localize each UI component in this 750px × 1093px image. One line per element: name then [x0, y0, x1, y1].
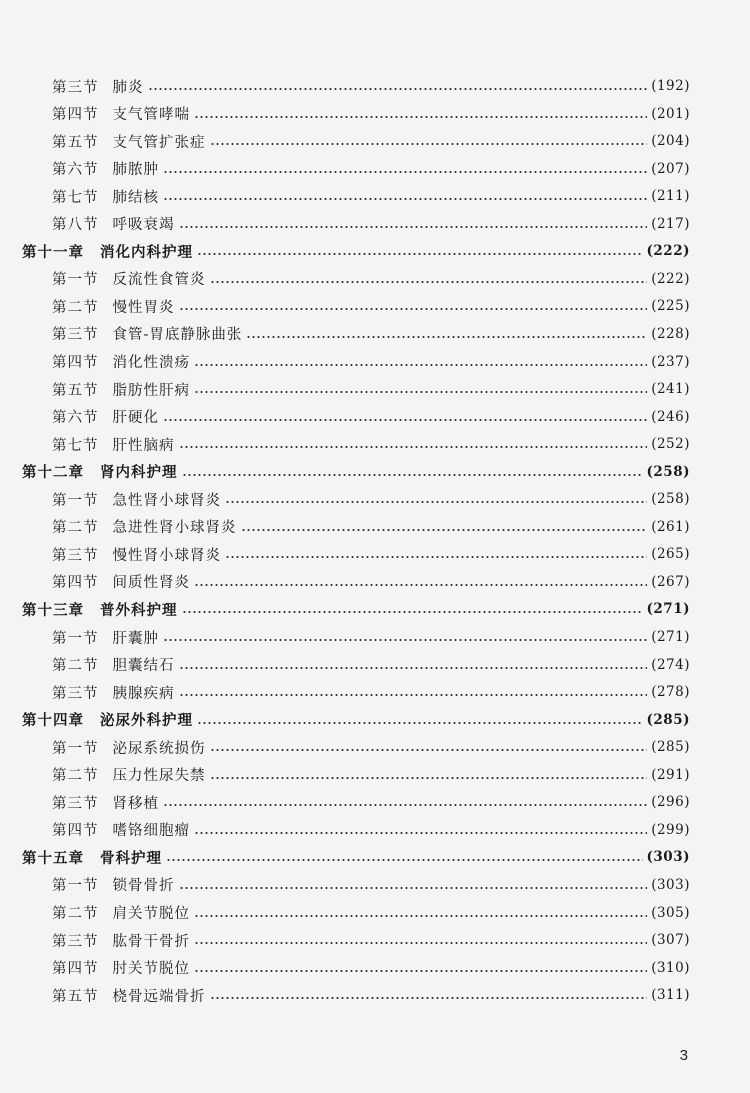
chapter-title: 消化内科护理	[100, 243, 193, 261]
section-title: 急进性肾小球肾炎	[112, 520, 237, 537]
toc-chapter-row	[22, 708, 690, 732]
dot-leader	[208, 983, 648, 1007]
dot-leader	[177, 653, 648, 677]
section-title: 肘关节脱位	[112, 961, 190, 978]
section-number: 第六节	[52, 162, 99, 179]
toc-chapter-row	[22, 845, 690, 869]
section-number: 第二节	[52, 768, 99, 785]
section-number: 第五节	[52, 382, 99, 399]
section-title: 支气管哮喘	[112, 107, 190, 124]
chapter-number: 第十四章	[22, 712, 84, 730]
section-number: 第四节	[52, 355, 99, 371]
dot-leader	[192, 350, 647, 374]
dot-leader	[180, 597, 643, 621]
section-number: 第五节	[52, 134, 99, 151]
toc-section-row	[52, 377, 690, 401]
page-ref: (241)	[651, 381, 690, 398]
section-title: 脂肪性肝病	[112, 382, 190, 399]
page-ref: (265)	[651, 546, 690, 563]
section-number: 第二节	[52, 658, 99, 675]
section-title: 消化性溃疡	[112, 355, 190, 371]
toc-section-row	[52, 432, 690, 456]
toc-section-row	[52, 901, 690, 925]
toc-section-row	[52, 102, 690, 126]
section-number: 第六节	[52, 410, 99, 427]
toc-section-row	[52, 873, 690, 897]
chapter-number: 第十三章	[22, 601, 84, 619]
page-ref: (303)	[646, 849, 690, 866]
section-number: 第四节	[52, 575, 99, 592]
dot-leader	[208, 129, 648, 153]
dot-leader	[192, 377, 647, 401]
page-ref: (271)	[651, 629, 690, 645]
section-title: 急性肾小球肾炎	[112, 492, 221, 509]
dot-leader	[195, 239, 643, 263]
toc-section-row	[52, 790, 690, 814]
page-ref: (303)	[651, 876, 690, 893]
dot-leader	[208, 763, 648, 787]
section-title: 泌尿系统损伤	[112, 740, 206, 757]
toc-section-row	[52, 212, 690, 236]
toc-section-row	[52, 157, 690, 181]
section-number: 第三节	[52, 795, 99, 812]
section-number: 第一节	[52, 492, 99, 509]
dot-leader	[192, 901, 647, 925]
page-ref: (311)	[651, 987, 690, 1004]
section-title: 胰腺疾病	[112, 685, 175, 702]
section-title: 支气管扩张症	[112, 134, 206, 151]
page-ref: (237)	[651, 353, 690, 370]
toc-section-row	[52, 267, 690, 291]
section-number: 第一节	[52, 630, 99, 647]
page-ref: (228)	[651, 325, 690, 342]
toc-section-row	[52, 818, 690, 842]
section-number: 第二节	[52, 299, 99, 316]
dot-leader	[177, 432, 648, 456]
toc-section-row	[52, 294, 690, 318]
dot-leader	[239, 515, 648, 539]
toc-section-row	[52, 983, 690, 1007]
section-number: 第三节	[52, 933, 99, 950]
section-number: 第一节	[52, 740, 99, 757]
dot-leader	[180, 460, 643, 484]
toc-section-row	[52, 515, 690, 539]
section-number: 第一节	[52, 272, 99, 289]
dot-leader	[161, 184, 647, 208]
section-number: 第一节	[52, 878, 99, 895]
toc-chapter-row	[22, 597, 690, 621]
section-title: 肺炎	[112, 79, 144, 96]
section-title: 食管-胃底静脉曲张	[112, 327, 243, 344]
toc-section-row	[52, 129, 690, 153]
section-title: 压力性尿失禁	[112, 768, 206, 785]
section-number: 第五节	[52, 988, 99, 1005]
page-ref: (222)	[651, 270, 690, 287]
page-ref: (201)	[651, 105, 690, 122]
section-title: 锁骨骨折	[112, 878, 175, 895]
chapter-title: 泌尿外科护理	[100, 712, 193, 730]
dot-leader	[208, 735, 648, 759]
page-number: 3	[679, 1047, 688, 1064]
section-title: 肺结核	[112, 189, 159, 206]
dot-leader	[177, 680, 648, 704]
page-ref: (222)	[646, 243, 690, 260]
toc-chapter-row	[22, 239, 690, 263]
page-ref: (271)	[646, 601, 690, 618]
section-number: 第二节	[52, 520, 99, 537]
section-title: 肱骨干骨折	[112, 933, 190, 950]
toc-section-row	[52, 74, 690, 98]
page-ref: (252)	[651, 436, 690, 453]
dot-leader	[223, 542, 647, 566]
toc-section-row	[52, 680, 690, 704]
toc-section-row	[52, 928, 690, 952]
page-ref: (267)	[651, 573, 690, 590]
toc-section-row	[52, 405, 690, 429]
dot-leader	[161, 625, 647, 649]
page-ref: (310)	[651, 959, 690, 976]
toc-section-row	[52, 350, 690, 374]
chapter-title: 普外科护理	[100, 601, 178, 619]
toc-section-row	[52, 184, 690, 208]
page-ref: (258)	[646, 463, 690, 480]
page-ref: (258)	[651, 491, 690, 508]
section-title: 胆囊结石	[112, 658, 175, 675]
section-title: 肩关节脱位	[112, 906, 190, 922]
chapter-title: 肾内科护理	[100, 464, 178, 482]
section-title: 反流性食管炎	[112, 272, 206, 289]
dot-leader	[223, 487, 647, 511]
section-title: 肝性脑病	[112, 437, 175, 454]
section-title: 呼吸衰竭	[112, 217, 175, 234]
section-number: 第三节	[52, 327, 99, 344]
dot-leader	[161, 790, 647, 814]
dot-leader	[208, 267, 648, 291]
section-number: 第二节	[52, 906, 99, 922]
section-number: 第四节	[52, 823, 99, 840]
dot-leader	[192, 928, 647, 952]
page-ref: (278)	[651, 684, 690, 701]
page-ref: (296)	[651, 794, 690, 811]
dot-leader	[177, 212, 648, 236]
page-ref: (192)	[651, 78, 690, 94]
section-number: 第三节	[52, 547, 99, 564]
page-ref: (291)	[651, 766, 690, 783]
section-title: 肝硬化	[112, 410, 159, 427]
section-title: 间质性肾炎	[112, 575, 190, 592]
toc-section-row	[52, 625, 690, 649]
page-ref: (217)	[651, 215, 690, 232]
page-ref: (285)	[646, 711, 690, 728]
dot-leader	[146, 74, 648, 98]
section-title: 慢性肾小球肾炎	[112, 547, 221, 564]
dot-leader	[192, 570, 647, 594]
section-title: 慢性胃炎	[112, 299, 175, 316]
toc-section-row	[52, 542, 690, 566]
dot-leader	[244, 322, 647, 346]
page-ref: (204)	[651, 133, 690, 150]
toc-section-row	[52, 735, 690, 759]
page-ref: (299)	[651, 821, 690, 838]
page-ref: (246)	[651, 408, 690, 425]
toc-section-row	[52, 653, 690, 677]
chapter-number: 第十二章	[22, 464, 84, 482]
dot-leader	[192, 818, 647, 842]
dot-leader	[161, 405, 647, 429]
dot-leader	[164, 845, 643, 869]
section-number: 第七节	[52, 437, 99, 454]
toc-section-row	[52, 763, 690, 787]
toc-chapter-row	[22, 460, 690, 484]
toc-section-row	[52, 570, 690, 594]
section-number: 第四节	[52, 961, 99, 978]
section-number: 第四节	[52, 107, 99, 124]
dot-leader	[195, 708, 643, 732]
chapter-number: 第十一章	[22, 243, 84, 261]
chapter-number: 第十五章	[22, 849, 84, 867]
section-title: 肺脓肿	[112, 162, 159, 179]
page-ref: (274)	[651, 656, 690, 673]
page-ref: (225)	[651, 298, 690, 315]
section-title: 肾移植	[112, 795, 159, 812]
section-title: 肝囊肿	[112, 630, 159, 647]
section-number: 第三节	[52, 685, 99, 702]
toc-section-row	[52, 487, 690, 511]
page-ref: (285)	[651, 739, 690, 756]
section-number: 第八节	[52, 217, 99, 234]
section-number: 第三节	[52, 79, 99, 96]
page-ref: (207)	[651, 160, 690, 177]
section-number: 第七节	[52, 189, 99, 206]
dot-leader	[161, 157, 647, 181]
dot-leader	[192, 956, 647, 980]
dot-leader	[192, 102, 647, 126]
page-ref: (307)	[651, 932, 690, 949]
page-ref: (305)	[651, 904, 690, 921]
page-ref: (261)	[651, 518, 690, 535]
dot-leader	[177, 294, 648, 318]
section-title: 桡骨远端骨折	[112, 988, 206, 1005]
toc-section-row	[52, 322, 690, 346]
dot-leader	[177, 873, 648, 897]
chapter-title: 骨科护理	[100, 849, 162, 867]
toc-section-row	[52, 956, 690, 980]
section-title: 嗜铬细胞瘤	[112, 823, 190, 840]
page-ref: (211)	[651, 188, 690, 205]
